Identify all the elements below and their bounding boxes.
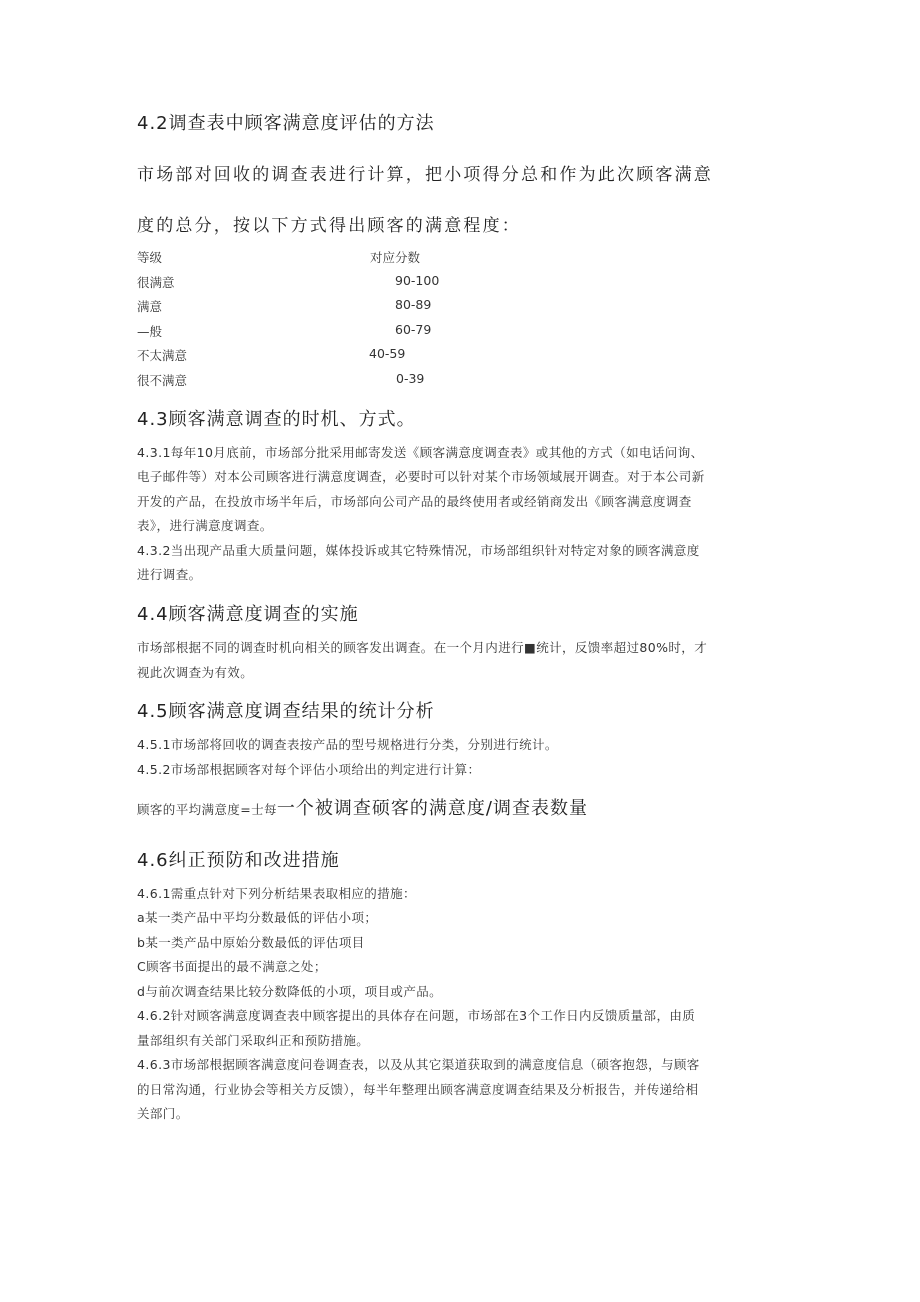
list-item: d与前次调查结果比较分数降低的小项，项目或产品。 bbox=[137, 984, 443, 999]
section-4-4-title: 4.4顾客满意度调查的实施 bbox=[137, 604, 359, 625]
section-4-5-title: 4.5顾客满意度调查结果的统计分析 bbox=[137, 701, 435, 722]
table-row-score: 60-79 bbox=[395, 322, 432, 337]
table-header-level: 等级 bbox=[137, 250, 163, 265]
section-4-3-title: 4.3顾客满意调查的时机、方式。 bbox=[137, 409, 416, 430]
section-4-2-title: 4.2调查表中顾客满意度评估的方法 bbox=[137, 113, 435, 134]
table-row-level: 很不满意 bbox=[137, 373, 188, 388]
paragraph-line: 表》，进行满意度调查。 bbox=[137, 518, 273, 533]
list-item: C顾客书面提出的最不满意之处； bbox=[137, 959, 327, 974]
table-row-level: 很满意 bbox=[137, 275, 175, 290]
formula-main: 一个被调查硕客的满意度/调查表数量 bbox=[276, 798, 588, 819]
section-4-2-intro-line-1: 市场部对回收的调查表进行计算，把小项得分总和作为此次顾客满意 bbox=[137, 165, 713, 185]
paragraph-line: 市场部根据不同的调查时机向相关的顾客发出调查。在一个月内进行■统计，反馈率超过80%时，才 bbox=[137, 640, 708, 655]
table-header-score: 对应分数 bbox=[370, 250, 421, 265]
table-row-score: 40-59 bbox=[369, 346, 406, 361]
table-row-score: 90-100 bbox=[395, 273, 440, 288]
paragraph-line: 电子邮件等）对本公司顾客进行满意度调查，必要时可以针对某个市场领域展开调查。对于本公司新 bbox=[137, 469, 705, 484]
paragraph-line: 4.5.1市场部将回收的调查表按产品的型号规格进行分类，分别进行统计。 bbox=[137, 737, 558, 752]
paragraph-line: 的日常沟通，行业协会等相关方反馈），每半年整理出顾客满意度调查结果及分析报告，并传递给相 bbox=[137, 1082, 699, 1097]
paragraph-line: 4.3.2当出现产品重大质量问题，媒体投诉或其它特殊情况，市场部组织针对特定对象的顾客满意度 bbox=[137, 543, 700, 558]
paragraph-line: 4.6.3市场部根据顾客满意度问卷调查表，以及从其它渠道获取到的满意度信息（硕客抱怨，与顾客 bbox=[137, 1057, 700, 1072]
table-row-score: 0-39 bbox=[396, 371, 425, 386]
formula bbox=[137, 794, 787, 820]
section-4-2-intro-line-2: 度的总分，按以下方式得出顾客的满意程度： bbox=[137, 216, 521, 236]
paragraph-line: 视此次调查为有效。 bbox=[137, 665, 254, 680]
table-row-level: 不太满意 bbox=[137, 348, 188, 363]
paragraph-line: 开发的产品，在投放市场半年后，市场部向公司产品的最终使用者或经销商发出《顾客满意度调查 bbox=[137, 494, 692, 509]
paragraph-line: 4.6.2针对顾客满意度调查表中顾客提出的具体存在问题，市场部在3个工作日内反馈质量部，由质 bbox=[137, 1008, 696, 1023]
paragraph-line: 4.6.1需重点针对下列分析结果表取相应的措施： bbox=[137, 886, 416, 901]
table-row-score: 80-89 bbox=[395, 297, 432, 312]
list-item: b某一类产品中原始分数最低的评估项目 bbox=[137, 935, 365, 950]
formula-prefix: 顾客的平均满意度=士每 bbox=[137, 802, 277, 817]
paragraph-line: 关部门。 bbox=[137, 1106, 189, 1121]
paragraph-line: 4.3.1每年10月底前，市场部分批采用邮寄发送《顾客满意度调查表》或其他的方式（如电话问询、 bbox=[137, 445, 704, 460]
list-item: a某一类产品中平均分数最低的评估小项； bbox=[137, 910, 378, 925]
paragraph-line: 量部组织有关部门采取纠正和预防措施。 bbox=[137, 1033, 370, 1048]
table-row-level: —般 bbox=[137, 324, 163, 339]
section-4-6-title: 4.6纠正预防和改进措施 bbox=[137, 850, 340, 871]
table-row-level: 满意 bbox=[137, 299, 163, 314]
paragraph-line: 4.5.2市场部根据顾客对每个评估小项给出的判定进行计算： bbox=[137, 762, 481, 777]
paragraph-line: 进行调查。 bbox=[137, 567, 202, 582]
